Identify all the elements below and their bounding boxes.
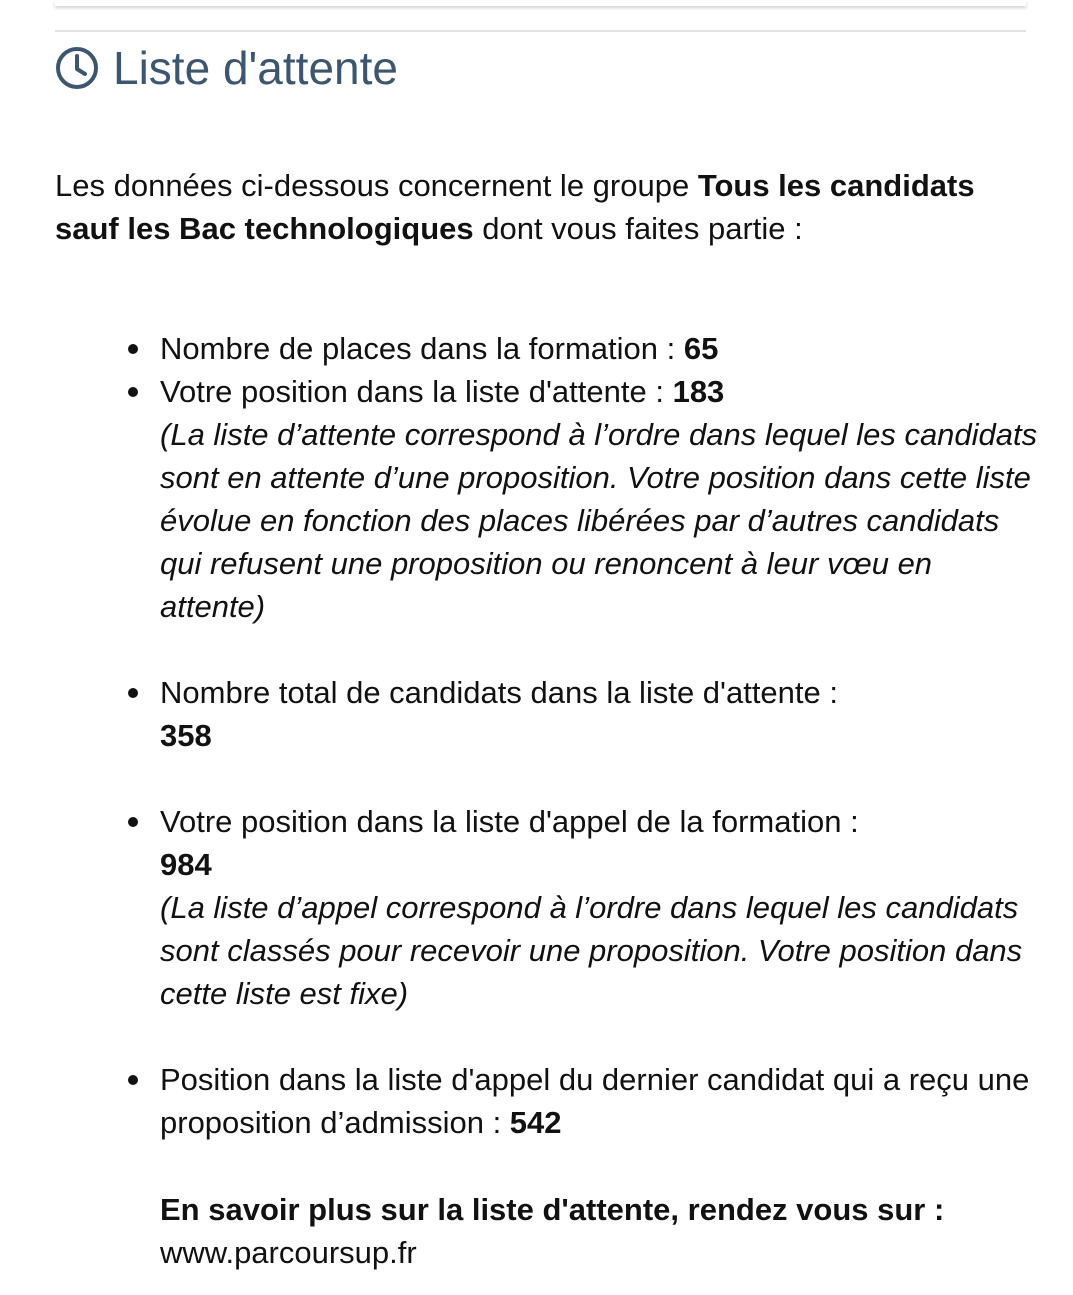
section-header: [53, 40, 398, 96]
parcoursup-link[interactable]: www.parcoursup.fr: [160, 1235, 417, 1270]
stat-label: Nombre de places dans la formation :: [160, 331, 684, 366]
section-title: Liste d'attente: [113, 42, 398, 94]
stat-note: (La liste d’appel correspond à l’ordre dans lequel les candidats sont classés pour recevoir une proposition. Votre position dans cette liste est fixe): [160, 890, 1023, 1011]
stat-value: 542: [509, 1105, 562, 1140]
bullet-icon: [128, 688, 138, 698]
stat-label: Votre position dans la liste d'attente :: [160, 374, 673, 409]
previous-card-edge: [55, 0, 1026, 6]
spacer: [160, 1015, 1040, 1058]
spacer: [160, 628, 1040, 671]
bullet-icon: [128, 344, 138, 354]
stat-label: Position dans la liste d'appel du dernier candidat qui a reçu une proposition d’admission :: [160, 1062, 1030, 1140]
bullet-icon: [128, 387, 138, 397]
stat-label: Nombre total de candidats dans la liste d'attente :: [160, 675, 838, 710]
intro-paragraph: [55, 164, 1015, 250]
intro-text-before: Les données ci-dessous concernent le groupe: [55, 168, 698, 203]
stat-places: [160, 327, 1040, 370]
intro-text-after: dont vous faites partie :: [473, 211, 803, 246]
waitlist-stats-list: [160, 327, 1040, 1144]
bullet-icon: [128, 817, 138, 827]
stat-note: (La liste d’attente correspond à l’ordre dans lequel les candidats sont en attente d’une proposition. Votre position dans cette liste évolue en fonction des places libérées par d’autres candidats qui refusent une proposition ou renoncent à leur vœu en attente): [160, 417, 1038, 624]
stat-total-candidates: [160, 671, 1040, 757]
more-info: [160, 1188, 1040, 1274]
more-info-title: En savoir plus sur la liste d'attente, rendez vous sur :: [160, 1192, 945, 1227]
clock-icon: [53, 44, 101, 92]
section-divider: [55, 30, 1026, 32]
stat-value: 183: [672, 374, 725, 409]
stat-call-list-position: [160, 800, 1040, 1015]
stat-last-admitted-position: [160, 1058, 1040, 1144]
stat-value: 65: [683, 331, 719, 366]
spacer: [160, 757, 1040, 800]
stat-label: Votre position dans la liste d'appel de la formation :: [160, 804, 859, 839]
stat-value: 984: [160, 847, 212, 882]
candidate-group: Tous les candidats sauf les Bac technologiques: [55, 168, 975, 246]
stat-value: 358: [160, 718, 212, 753]
stat-waitlist-position: [160, 370, 1040, 628]
bullet-icon: [128, 1075, 138, 1085]
